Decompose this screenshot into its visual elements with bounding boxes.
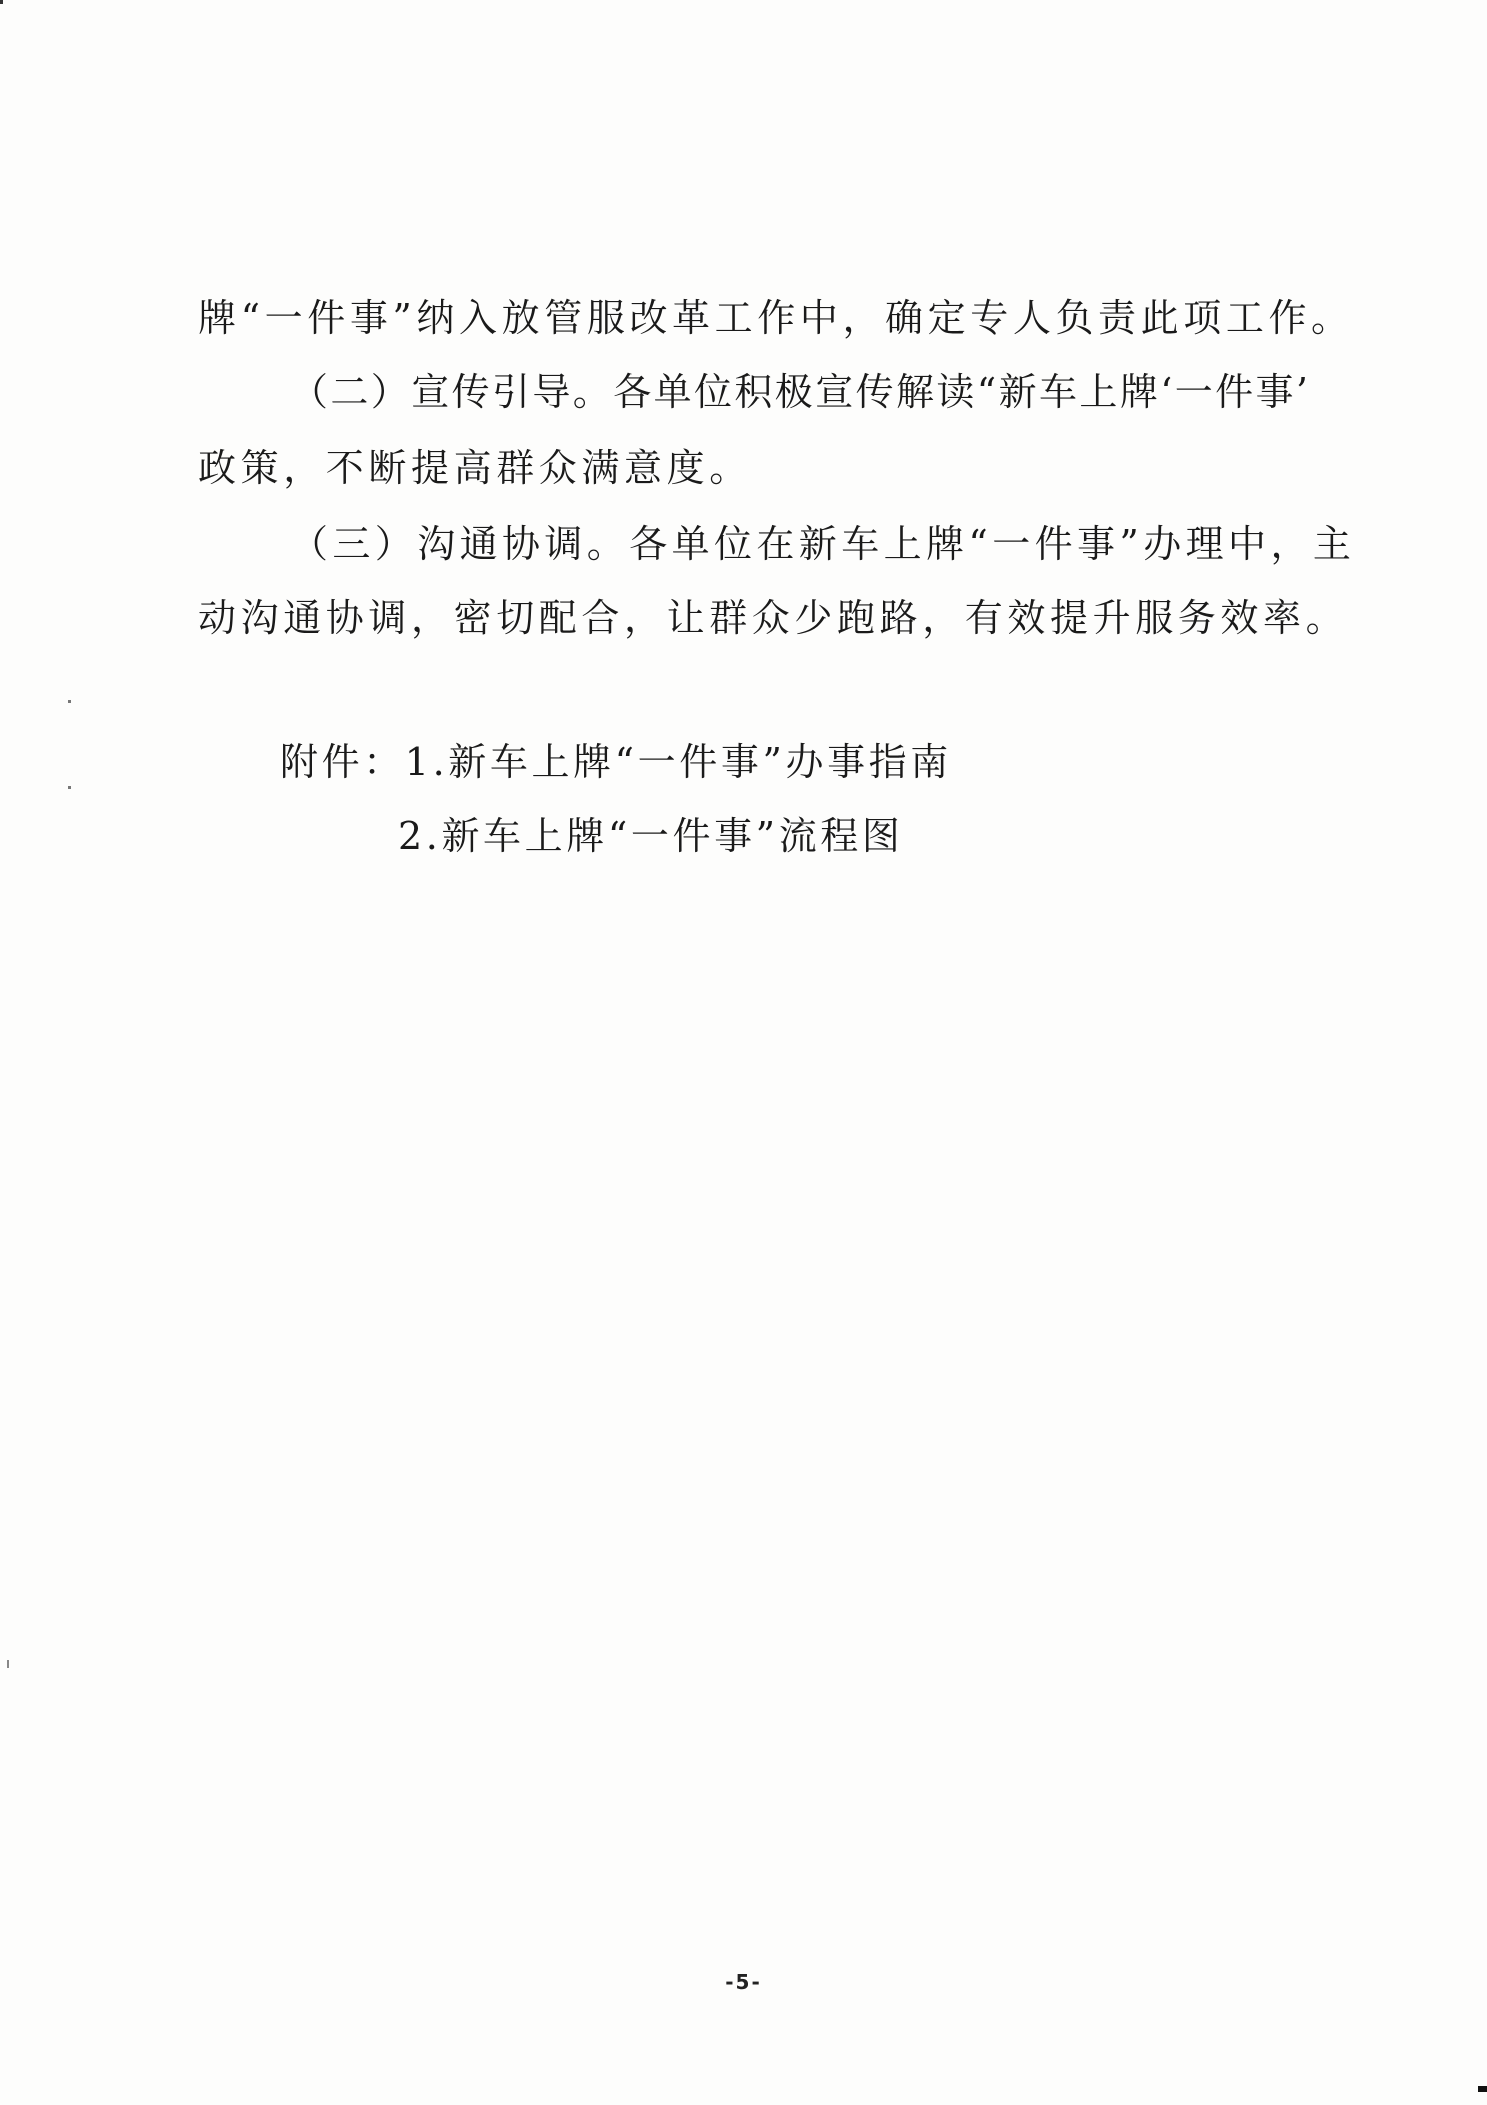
scan-mark [0,0,3,4]
body-text-line: 牌“一件事”纳入放管服改革工作中，确定专人负责此项工作。 [198,296,1354,340]
scan-mark [1478,2086,1487,2092]
page-number: -5- [725,1970,762,1994]
body-text-line: 政策，不断提高群众满意度。 [198,446,752,490]
section-heading-publicity: （二）宣传引导。各单位积极宣传解读“新车上牌‘一件事’ [290,370,1311,414]
attachment-line-2: 2.新车上牌“一件事”流程图 [398,814,904,858]
scan-mark [7,1660,9,1668]
body-text-line: 动沟通协调，密切配合，让群众少跑路，有效提升服务效率。 [198,596,1349,640]
attachment-line-1: 附件：1.新车上牌“一件事”办事指南 [280,740,952,784]
scan-mark [68,700,71,703]
section-heading-coordination: （三）沟通协调。各单位在新车上牌“一件事”办理中，主 [290,522,1356,566]
scan-mark [68,786,71,789]
